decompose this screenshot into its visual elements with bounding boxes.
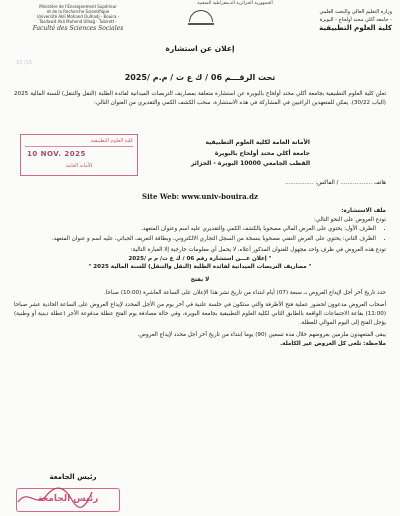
list-item: • الظرف الثاني: يحتوي على العرض التقني مصحوبا بنسخة من السجل التجاري الالكتروني، وبطاقة التعريف الجبائي، عليه اسم و عنوان المتعهد. <box>14 235 376 244</box>
header-line: وزارة التعليم العالي والبحث العلمي <box>319 9 392 15</box>
signature-title: رئيس الجامعة <box>49 473 97 481</box>
french-header <box>8 4 148 32</box>
header-line: Ministère de l'Enseignement Supérieur <box>39 4 117 9</box>
signature-stamp-text: رئيس الجامعة <box>37 494 99 504</box>
consultation-details <box>14 207 386 349</box>
website: Site Web: www.univ-bouira.dz <box>142 192 258 201</box>
header-line: Université Akli Mohand Oulhadj - Bouira - <box>36 14 120 19</box>
address-line: الأمانة العامة لكلية العلوم التطبيقية <box>205 139 310 146</box>
address-block <box>191 138 310 170</box>
opening-paragraph: أصحاب العروض مدعوون لحضور عملية فتح الأظرفة والتي ستكون في جلسة علنية في آخر يوم من الأجل المحدد لإيداع العروض على الساعة الحادية عشر صباحا (11:00) بقاعة الاجتماعات الواقعة بالطابق الثاني لكلية العلوم التطبيقية بجامعة البويرة، وفي حالة مصادفة يوم الفتح عطلة مدفوعة الأجر (عطلة دينية أو وطنية) يؤجل الفتح إلى اليوم الموالي للعطلة. <box>14 302 386 326</box>
arabic-header <box>242 8 392 32</box>
list-item: • الظرف الأول: يحتوي على العرض المالي مصحوبا بالكشف الكمي والتقديري عليه اسم وعنوان المتعهد. <box>14 225 376 234</box>
stamp-bottom-text: الأمانة العامة <box>65 163 93 169</box>
header-line: Tasdawit Akli Muhend Ulhağ - Tubirett - <box>39 19 117 24</box>
faculty-name-ar: كلية العلوم التطبيقية <box>319 24 392 32</box>
address-line: القطب الجامعي 10000 البويرة - الجزائر <box>190 160 310 168</box>
envelopes-list <box>14 225 386 243</box>
university-logo-icon <box>186 10 216 28</box>
address-line: جامعة أكلي محند أولحاج بالبويرة <box>214 149 310 157</box>
header-line: جامعة أكلي محند أولحاج - البويرة - <box>319 17 392 23</box>
stamp-top-text: كلية العلوم التطبيقية <box>25 138 133 147</box>
faint-mark: 10 /15 <box>16 60 32 66</box>
deadline-paragraph: حدد تاريخ آخر أجل لإيداع العروض بـ سبعة (07) أيام ابتداء من تاريخ نشر هذا الإعلان على الساعة العاشرة (10:00) صباحا. <box>103 289 386 296</box>
signature-scribble-icon <box>14 484 94 510</box>
intro-paragraph: تعلن كلية العلوم التطبيقية بجامعة أكلي محند أولحاج بالبويرة عن استشارة متعلقة بمصاريف التربصات الميدانية لفائدة الطلبة (النقل والتنقل) للسنة المالية 2025 (الباب 30/22). يمكن للمتعهدين الراغبين في المشاركة في هذه الاستشارة، سحب الكشف الكمي والتقديري من العنوان التالي: <box>14 91 386 106</box>
republic-title: الجمهورية الجزائرية الديمقراطية الشعبية <box>197 1 273 6</box>
document-title: إعلان عن استشارة <box>165 44 235 53</box>
faculty-name-fr: Faculté des Sciences Sociales <box>32 25 124 32</box>
validity-paragraph: يبقى المتعهدون ملزمين بعروضهم خلال مدة تسعين (90) يوما ابتداء من تاريخ آخر أجل محدد لإيداع العروض. <box>137 332 386 339</box>
stamp-date: 10 NOV. 2025 <box>27 150 86 158</box>
phone-fax-line: هاتف .................. / الفاكس: ................ <box>285 180 386 186</box>
file-intro: تودع العروض على النحو التالي: <box>313 216 386 223</box>
reception-stamp <box>20 134 138 176</box>
sealed-subject: " مصاريف التربصات الميدانية لفائدة الطلبة (النقل والتنقل) للسنة المالية 2025 " <box>88 264 312 271</box>
note: ملاحظة: تلغى كل العروض غير الكاملة. <box>280 341 386 348</box>
deposit-paragraph: تودع هذه العروض في ظرف واحد مجهول للعنوان المذكور أعلاه، لا يحمل أي معلومات خارجية إلا العبارة التالية: <box>130 246 386 253</box>
do-not-open: لا يفتح <box>190 276 210 283</box>
file-title: ملف الاستشارة: <box>341 208 386 214</box>
header-line: et de la Recherche Scientifique <box>46 9 110 14</box>
reference-number: تحت الرقـــم 06 / ك ع ت / م.م /2025 <box>124 73 276 82</box>
sealed-reference: " إعلان عـــن استشارة رقم 06 / ك ع ت/ م م /2025 <box>128 255 272 262</box>
